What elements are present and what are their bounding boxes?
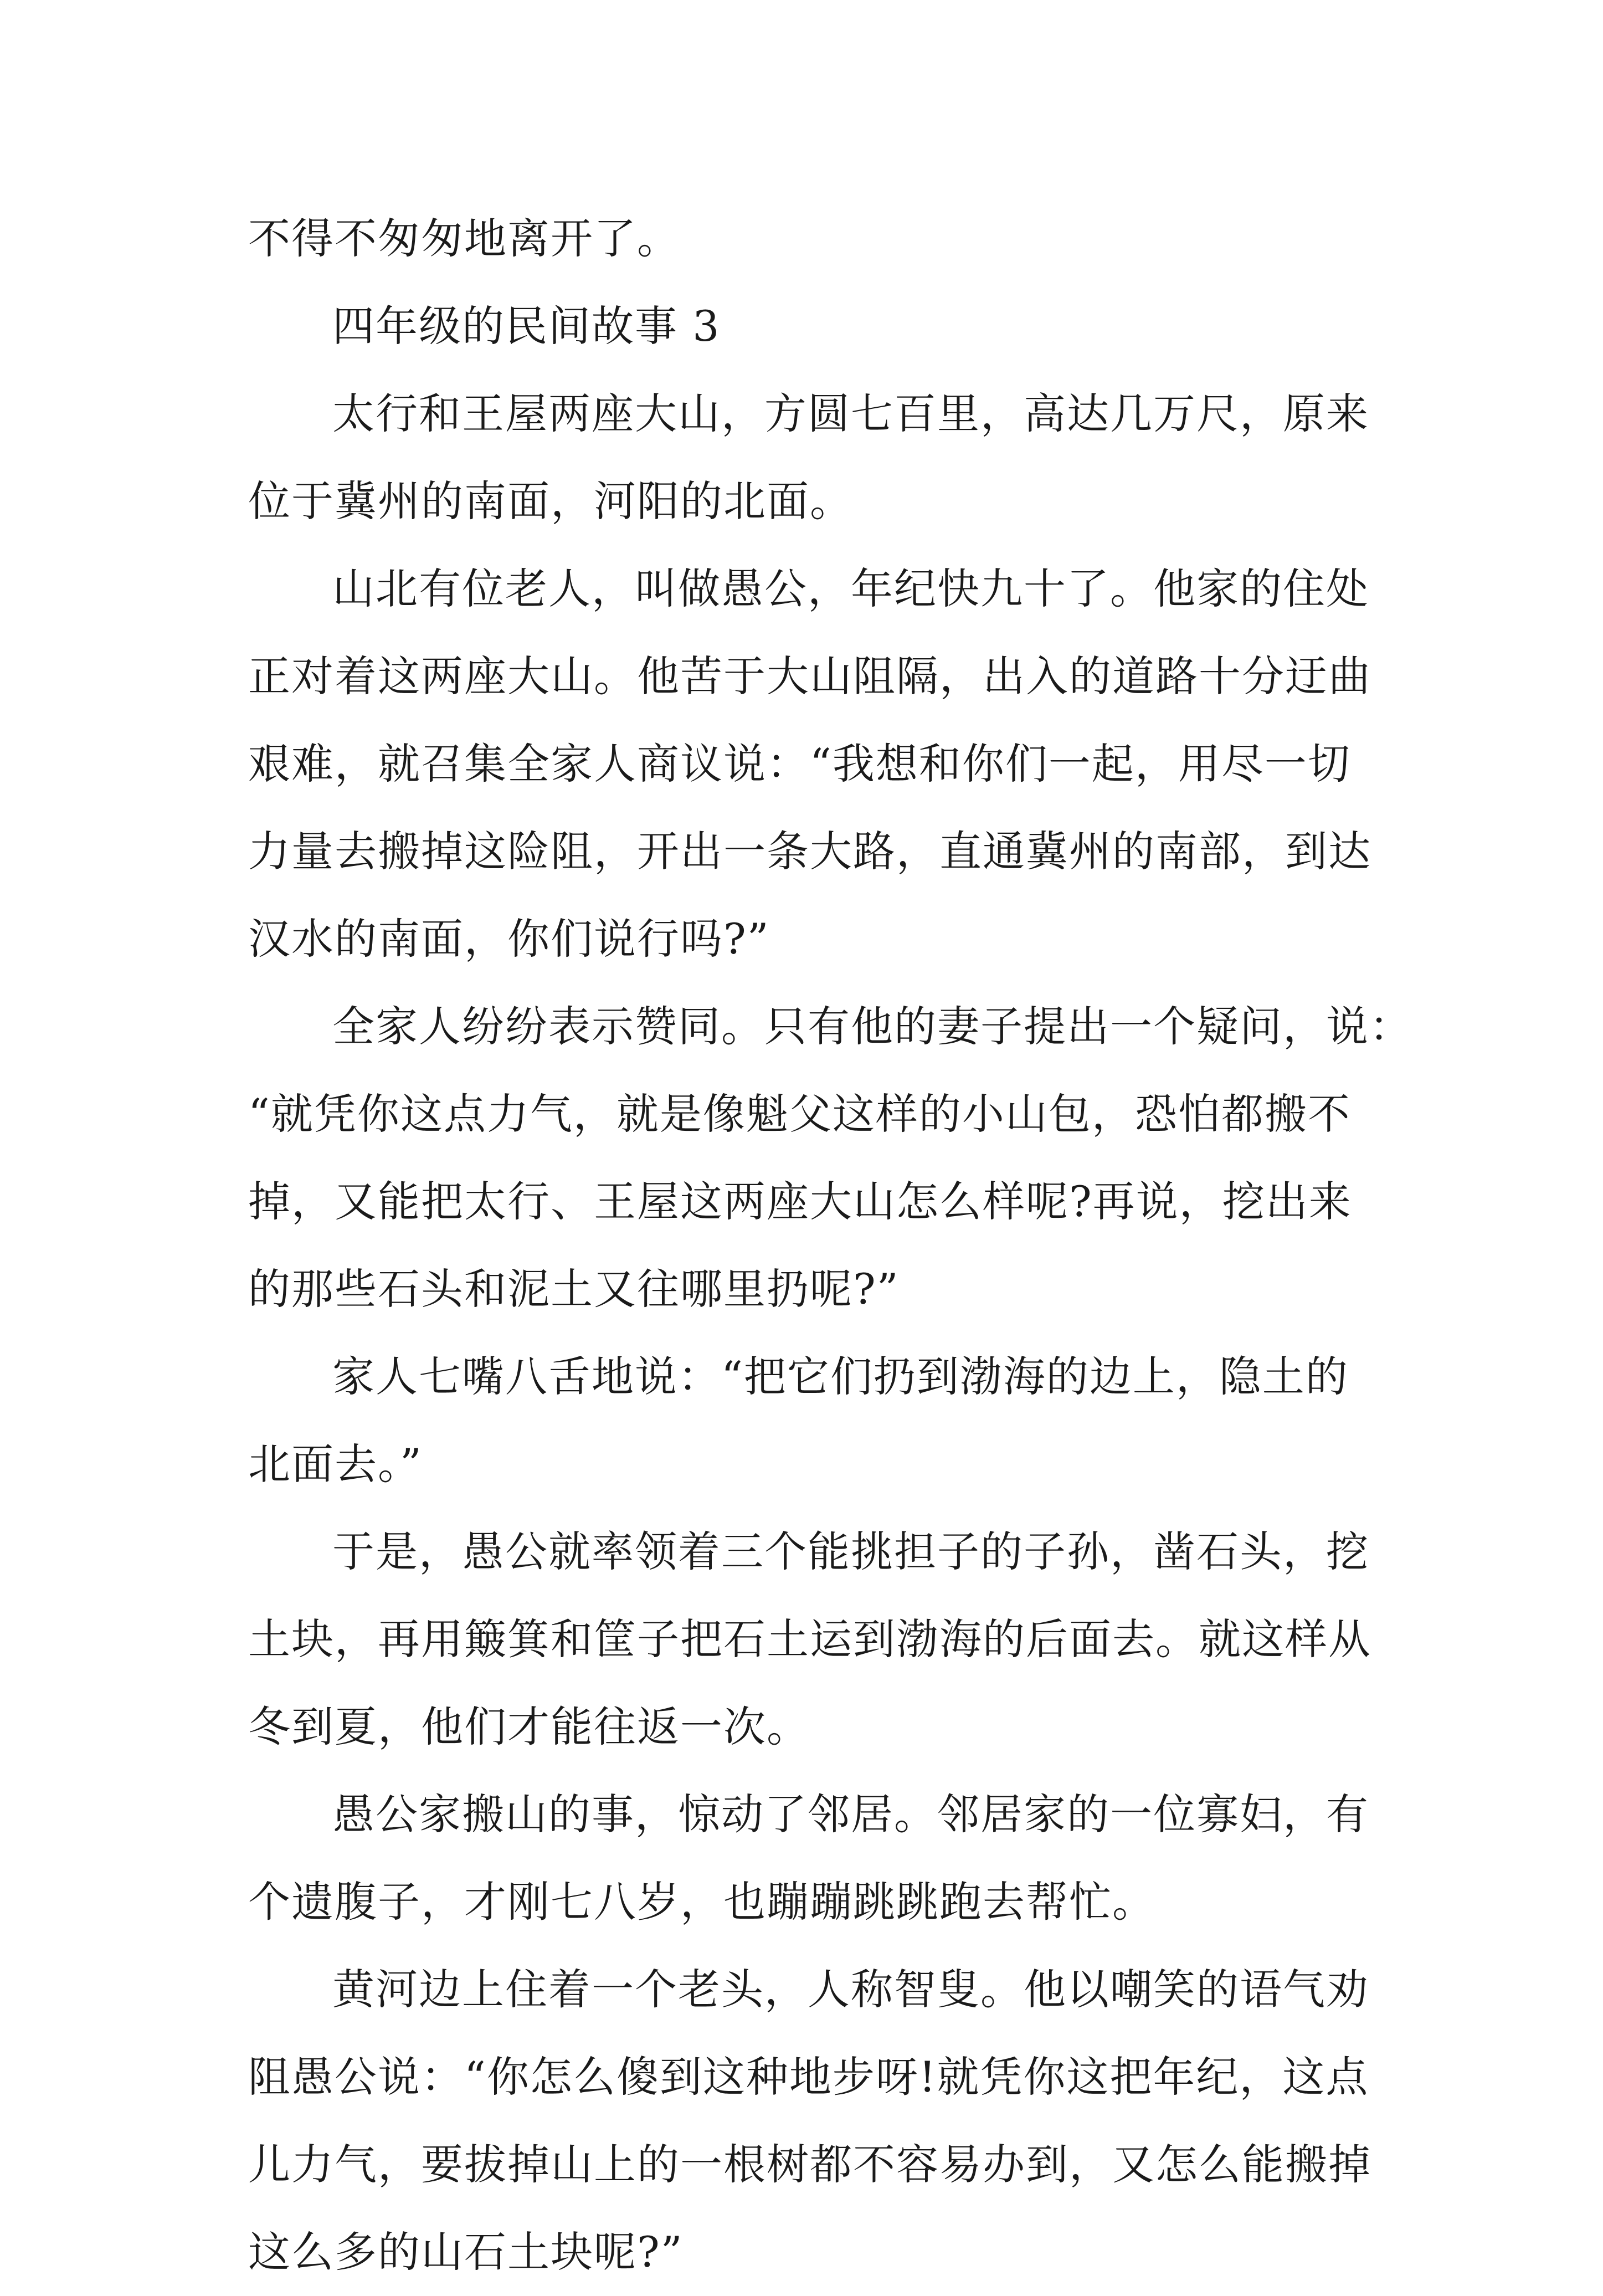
text-line: 家人七嘴八舌地说：“把它们扔到渤海的边上，隐土的 [332,1352,1349,1401]
text-line: 正对着这两座大山。他苦于大山阻隔，出入的道路十分迂曲 [248,652,1371,701]
paragraph [248,545,1369,983]
text-line: 掉，又能把太行、王屋这两座大山怎么样呢?再说，挖出来 [248,1177,1352,1226]
text-line: 力量去搬掉这险阻，开出一条大路，直通冀州的南部，到达 [248,827,1371,876]
document-page [248,195,1412,2296]
text-line: 黄河边上住着一个老头，人称智叟。他以嘲笑的语气劝 [332,1965,1369,2014]
story-heading [248,283,1369,370]
text-line: 阻愚公说：“你怎么傻到这种地步呀!就凭你这把年纪，这点 [248,2052,1369,2102]
text-line: 四年级的民间故事 3 [332,301,721,351]
text-line: 于是，愚公就率领着三个能挑担子的子孙，凿石头，挖 [332,1527,1369,1576]
paragraph [248,1333,1369,1508]
paragraph [248,983,1412,1333]
text-line: 儿力气，要拔掉山上的一根树都不容易办到，又怎么能搬掉 [248,2140,1371,2189]
text-line: 太行和王屋两座大山，方圆七百里，高达几万尺，原来 [332,389,1369,438]
text-line: “就凭你这点力气，就是像魁父这样的小山包，恐怕都搬不 [248,1089,1351,1139]
text-line: 这么多的山石土块呢?” [248,2227,684,2277]
text-line: 艰难，就召集全家人商议说：“我想和你们一起，用尽一切 [248,739,1351,788]
text-line: 个遗腹子，才刚七八岁，也蹦蹦跳跳跑去帮忙。 [248,1877,1155,1926]
text-line: 北面去。” [248,1439,423,1489]
text-line: 汉水的南面，你们说行吗?” [248,914,770,964]
text-line: 土块，再用簸箕和筐子把石土运到渤海的后面去。就这样从 [248,1615,1371,1664]
text-line: 冬到夏，他们才能往返一次。 [248,1702,810,1751]
paragraph [248,1508,1369,1771]
text-line: 位于冀州的南面，河阳的北面。 [248,476,853,526]
text-line: 愚公家搬山的事，惊动了邻居。邻居家的一位寡妇，有 [332,1790,1369,1839]
text-line: 山北有位老人，叫做愚公，年纪快九十了。他家的住处 [332,564,1369,613]
text-line: 的那些石头和泥土又往哪里扔呢?” [248,1264,900,1314]
text-line: 不得不匆匆地离开了。 [248,214,680,263]
text-line: 全家人纷纷表示赞同。只有他的妻子提出一个疑问，说： [332,1002,1412,1051]
paragraph [248,1946,1369,2296]
paragraph [248,370,1369,545]
paragraph [248,1771,1369,1946]
paragraph-continuation [248,195,1369,283]
